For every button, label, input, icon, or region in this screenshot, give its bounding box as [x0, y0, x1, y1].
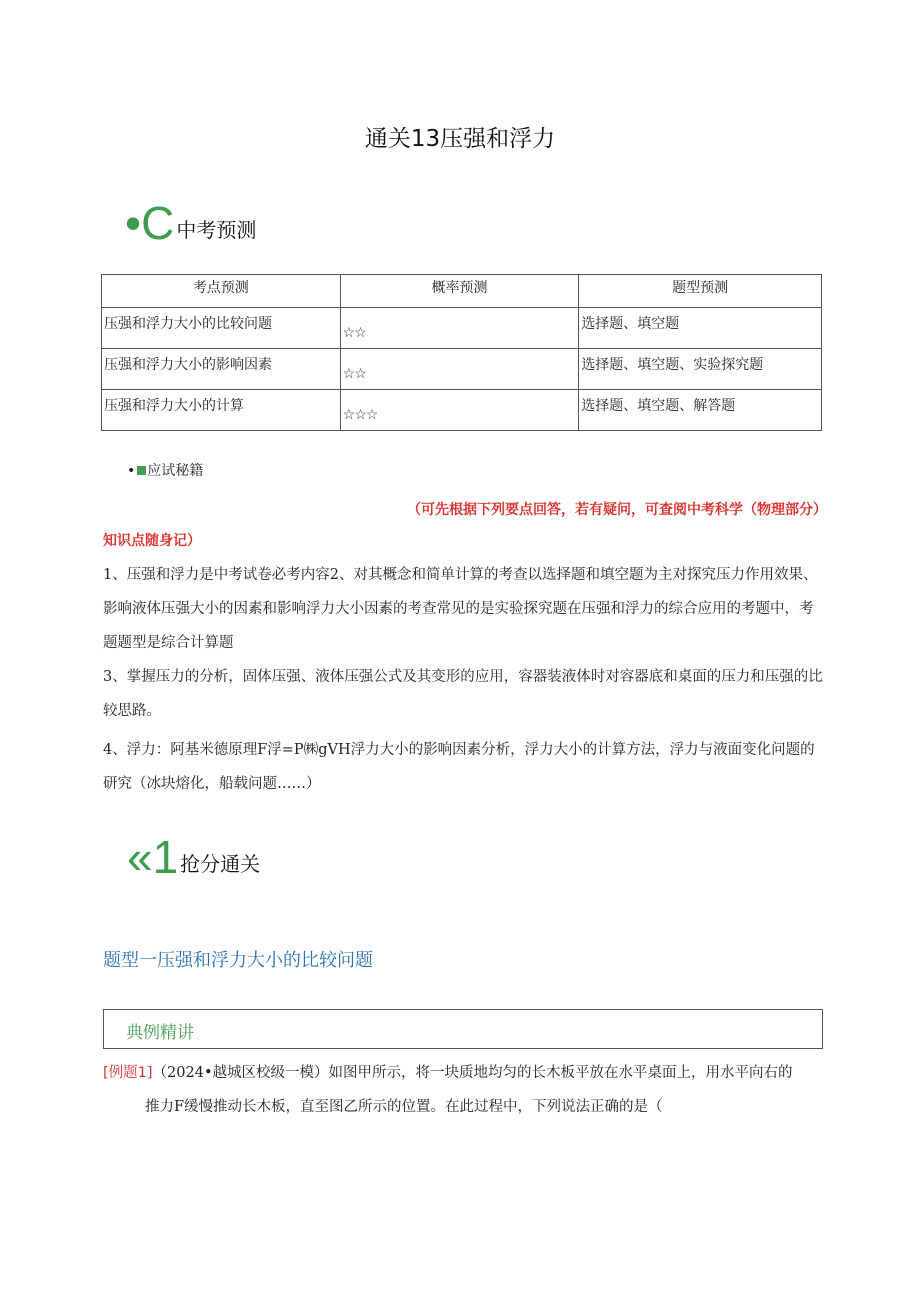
- paragraph-3: 4、浮力：阿基米德原理F浮=P㈱gVH浮力大小的影响因素分析，浮力大小的计算方法，浮力与液面变化问题的研究（冰块熔化，船载问题……）: [103, 742, 815, 792]
- tips-heading: [127, 460, 203, 480]
- example-line-1: [103, 1061, 793, 1082]
- cell-stars: ☆☆: [340, 349, 579, 390]
- tips-heading-text: 应试秘籍: [147, 463, 204, 479]
- header-probability: 概率预测: [340, 275, 579, 308]
- section-logo: •C: [125, 197, 175, 249]
- table-row: [102, 308, 822, 349]
- example-tag: [例题1]: [103, 1065, 153, 1081]
- page-title: 通关13压强和浮力: [364, 126, 556, 152]
- note-line-2: 知识点随身记）: [103, 533, 201, 549]
- paragraph-2: 3、掌握压力的分析，固体压强、液体压强公式及其变形的应用，容器装液体时对容器底和桌面的压力和压强的比较思路。: [103, 669, 823, 719]
- cell-stars: ☆☆: [340, 308, 579, 349]
- cell-point: 压强和浮力大小的比较问题: [102, 308, 341, 349]
- table-row: [102, 390, 822, 431]
- section-header-prediction: [125, 197, 257, 249]
- section-label: 中考预测: [176, 218, 257, 242]
- square-icon: [137, 466, 146, 475]
- cell-point: 压强和浮力大小的计算: [102, 390, 341, 431]
- cell-point: 压强和浮力大小的影响因素: [102, 349, 341, 390]
- cell-stars: ☆☆☆: [340, 390, 579, 431]
- note-line-1: （可先根据下列要点回答，若有疑问，可查阅中考科学（物理部分）: [407, 502, 827, 518]
- header-point: 考点预测: [102, 275, 341, 308]
- cell-types: 选择题、填空题: [579, 308, 822, 349]
- example-text-1: （2024•越城区校级一模）如图甲所示，将一块质地均匀的长木板平放在水平桌面上，用水平向右的: [152, 1065, 793, 1081]
- section-logo: «1: [127, 831, 179, 883]
- example-line-2: 推力F缓慢推动长木板，直至图乙所示的位置。在此过程中，下列说法正确的是（: [145, 1099, 663, 1115]
- section-label: 抢分通关: [180, 852, 261, 876]
- topic-heading: 题型一压强和浮力大小的比较问题: [103, 950, 373, 971]
- example-box-label: 典例精讲: [126, 1023, 194, 1043]
- header-type: 题型预测: [579, 275, 822, 308]
- example-box: [103, 1009, 823, 1049]
- section-header-score: [127, 831, 261, 883]
- table-header-row: [102, 275, 822, 308]
- bullet-icon: •: [127, 463, 136, 479]
- cell-types: 选择题、填空题、解答题: [579, 390, 822, 431]
- table-row: [102, 349, 822, 390]
- cell-types: 选择题、填空题、实验探究题: [579, 349, 822, 390]
- prediction-table: [101, 274, 822, 431]
- paragraph-1: 1、压强和浮力是中考试卷必考内容2、对其概念和简单计算的考查以选择题和填空题为主对探究压力作用效果、影响液体压强大小的因素和影响浮力大小因素的考查常见的是实验探究题在压强和浮力的综合应用的考题中，考题题型是综合计算题: [103, 567, 818, 651]
